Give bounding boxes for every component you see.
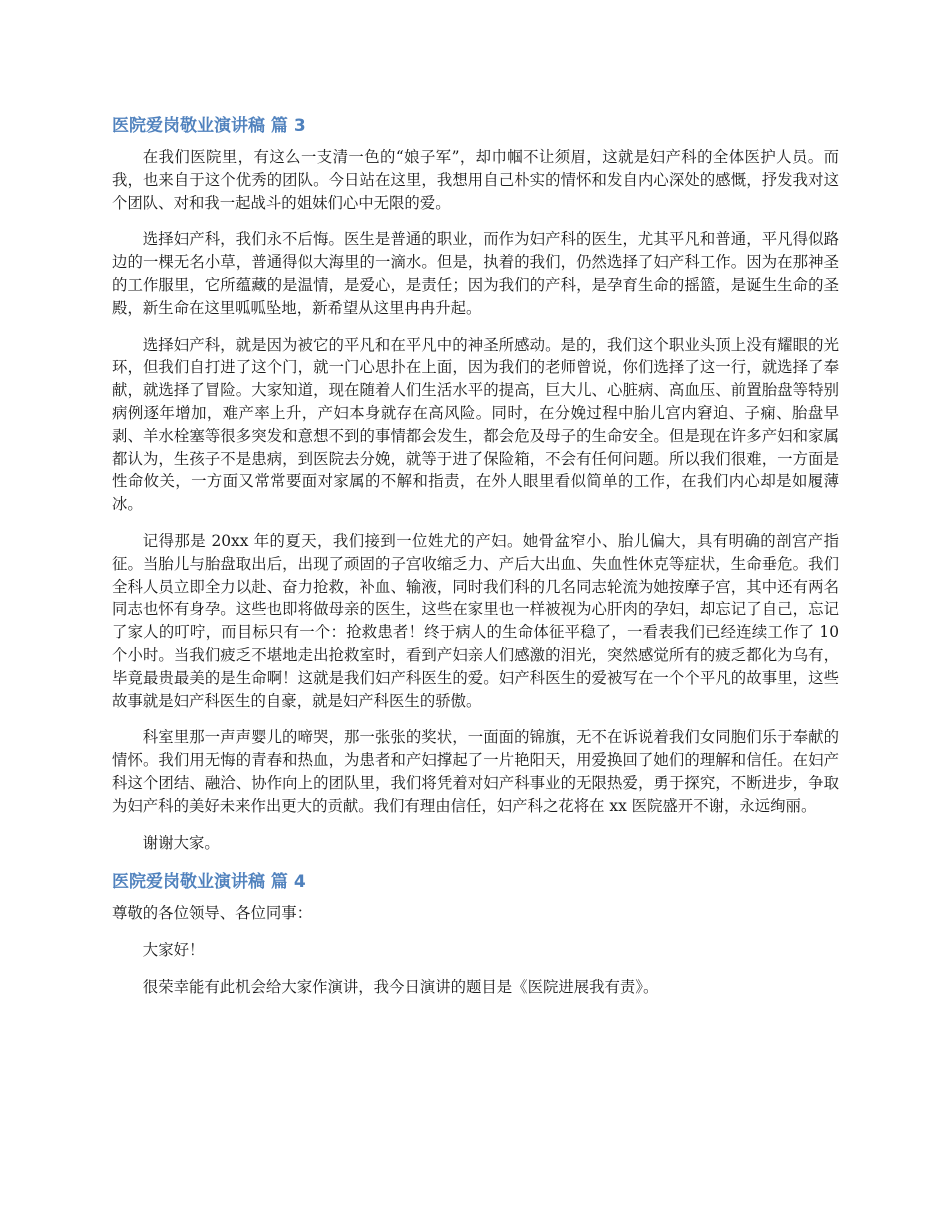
paragraph: 科室里那一声声婴儿的啼哭，那一张张的奖状，一面面的锦旗，无不在诉说着我们女同胞们乐于奉献的情怀。我们用无悔的青春和热血，为患者和产妇撑起了一片艳阳天，用爱换回了她们的理解和信任。在妇产科这个团结、融洽、协作向上的团队里，我们将凭着对妇产科事业的无限热爱，勇于探究，不断进步，争取为妇产科的美好未来作出更大的贡献。我们有理由信任，妇产科之花将在 xx 医院盛开不谢，永远绚丽。 — [112, 728, 839, 815]
paragraph: 选择妇产科，就是因为被它的平凡和在平凡中的神圣所感动。是的，我们这个职业头顶上没有耀眼的光环，但我们自打进了这个门，就一门心思扑在上面，因为我们的老师曾说，你们选择了这一行，就选择了奉献，就选择了冒险。大家知道，现在随着人们生活水平的提高，巨大儿、心脏病、高血压、前置胎盘等特别病例逐年增加，难产率上升，产妇本身就存在高风险。同时，在分娩过程中胎儿宫内窘迫、子痫、胎盘早剥、羊水栓塞等很多突发和意想不到的事情都会发生，都会危及母子的生命安全。但是现在许多产妇和家属都认为，生孩子不是患病，到医院去分娩，就等于进了保险箱，不会有任何问题。所以我们很难，一方面是性命攸关，一方面又常常要面对家属的不解和指责，在外人眼里看似简单的工作，在我们内心却是如履薄冰。 — [112, 335, 839, 514]
paragraph: 很荣幸能有此机会给大家作演讲，我今日演讲的题目是《医院进展我有责》。 — [142, 977, 659, 996]
section-heading: 医院爱岗敬业演讲稿 篇 3 — [112, 116, 306, 136]
paragraph: 选择妇产科，我们永不后悔。医生是普通的职业，而作为妇产科的医生，尤其平凡和普通，平凡得似路边的一棵无名小草，普通得似大海里的一滴水。但是，执着的我们，仍然选择了妇产科工作。因为在那神圣的工作服里，它所蕴藏的是温情，是爱心，是责任；因为我们的产科，是孕育生命的摇篮，是诞生生命的圣殿，新生命在这里呱呱坠地，新希望从这里冉冉升起。 — [112, 230, 839, 317]
greeting-line: 尊敬的各位领导、各位同事： — [112, 904, 313, 923]
paragraph: 在我们医院里，有这么一支清一色的“娘子军”，却巾帼不让须眉，这就是妇产科的全体医护人员。而我，也来自于这个优秀的团队。今日站在这里，我想用自己朴实的情怀和发自内心深处的感慨，抒发我对这个团队、对和我一起战斗的姐妹们心中无限的爱。 — [112, 148, 839, 212]
paragraph: 记得那是 20xx 年的夏天，我们接到一位姓尤的产妇。她骨盆窄小、胎儿偏大，具有明确的剖宫产指征。当胎儿与胎盘取出后，出现了顽固的子宫收缩乏力、产后大出血、失血性休克等症状，生命垂危。我们全科人员立即全力以赴、奋力抢救，补血、输液，同时我们科的几名同志轮流为她按摩子宫，其中还有两名同志也怀有身孕。这些也即将做母亲的医生，这些在家里也一样被视为心肝肉的孕妇，却忘记了自己，忘记了家人的叮咛，而目标只有一个：抢救患者！终于病人的生命体征平稳了，一看表我们已经连续工作了 10 个小时。当我们疲乏不堪地走出抢救室时，看到产妇亲人们感激的泪光，突然感觉所有的疲乏都化为乌有，毕竟最贵最美的是生命啊！这就是我们妇产科医生的爱。妇产科医生的爱被写在一个个平凡的故事里，这些故事就是妇产科医生的自豪，就是妇产科医生的骄傲。 — [112, 531, 839, 710]
closing-line: 谢谢大家。 — [142, 833, 220, 852]
document-page — [112, 112, 839, 1013]
paragraph: 大家好！ — [142, 941, 205, 960]
section-heading: 医院爱岗敬业演讲稿 篇 4 — [112, 872, 306, 893]
